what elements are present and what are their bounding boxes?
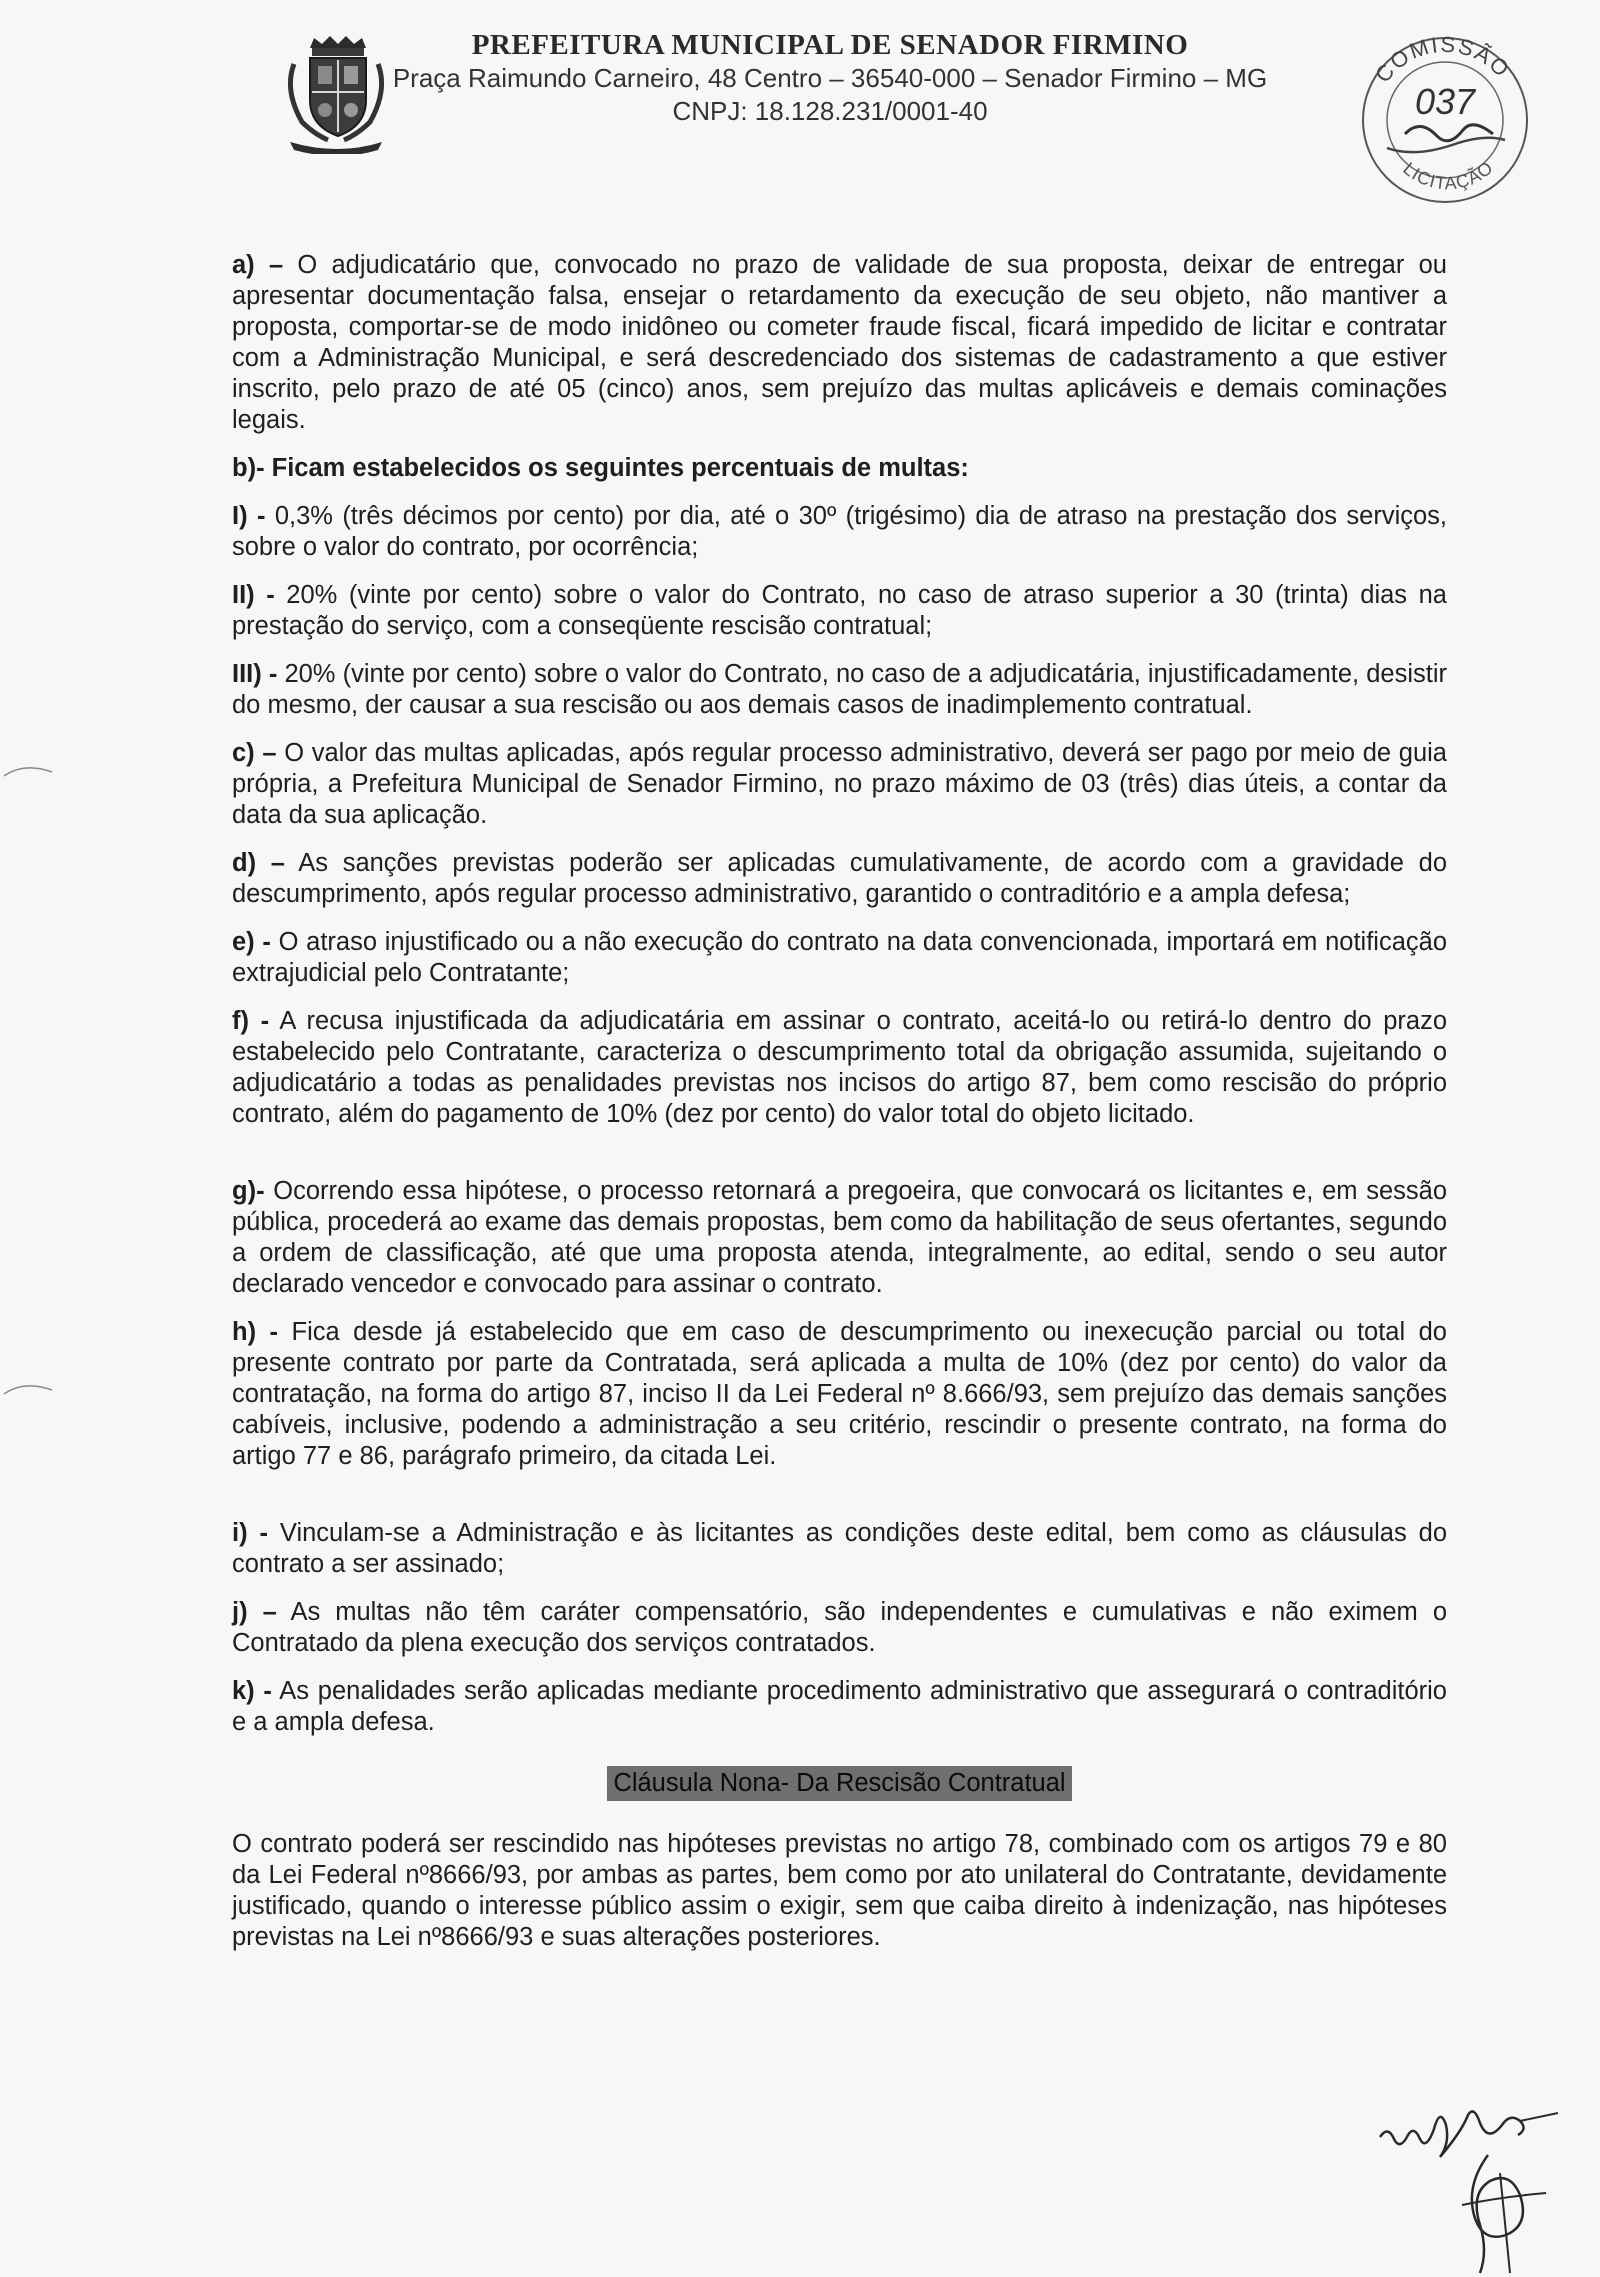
organization-cnpj: CNPJ: 18.128.231/0001-40 (672, 96, 988, 126)
document-body (232, 250, 1447, 1970)
organization-name: PREFEITURA MUNICIPAL DE SENADOR FIRMINO (471, 29, 1189, 61)
margin-mark (0, 760, 60, 780)
clause-a: a) – O adjudicatário que, convocado no prazo de validade de sua proposta, deixar de entregar ou apresentar documentação falsa, ensejar o retardamento da execução de seu objeto, não mantiver a proposta, comportar-se de modo inidôneo ou cometer fraude fiscal, ficará impedido de licitar e contratar com a Administração Municipal, e será descredenciado dos sistemas de cadastramento a que estiver inscrito, pelo prazo de até 05 (cinco) anos, sem prejuízo das multas aplicáveis e demais cominações legais. (232, 251, 1447, 434)
organization-address: Praça Raimundo Carneiro, 48 Centro – 36540-000 – Senador Firmino – MG (392, 63, 1268, 93)
clause-g: g)- Ocorrendo essa hipótese, o processo retornará a pregoeira, que convocará os licitantes e, em sessão pública, procederá ao exame das demais propostas, bem como da habilitação de seus ofertantes, segundo a ordem de classificação, até que uma proposta atenda, integralmente, ao edital, sendo o seu autor declarado vencedor e convocado para assinar o contrato. (232, 1177, 1447, 1298)
svg-text:LICITAÇÃO: LICITAÇÃO (1399, 157, 1498, 194)
clause-b: b)- Ficam estabelecidos os seguintes percentuais de multas: (232, 454, 969, 482)
document-header (290, 28, 1370, 128)
svg-text:037: 037 (1414, 81, 1476, 122)
margin-mark (0, 1378, 60, 1398)
clause-b-item-iii: III) - 20% (vinte por cento) sobre o valor do Contrato, no caso de a adjudicatária, injustificadamente, desistir do mesmo, der causar a sua rescisão ou aos demais casos de inadimplemento contratual. (232, 660, 1447, 719)
rescission-paragraph: O contrato poderá ser rescindido nas hipóteses previstas no artigo 78, combinado com os artigos 79 e 80 da Lei Federal nº8666/93, por ambas as partes, bem como por ato unilateral do Contratante, devidamente justificado, quando o interesse público assim o exigir, sem que caiba direito à indenização, nas hipóteses previstas na Lei nº8666/93 e suas alterações posteriores. (232, 1830, 1447, 1951)
clause-b-item-i: I) - 0,3% (três décimos por cento) por dia, até o 30º (trigésimo) dia de atraso na prestação dos serviços, sobre o valor do contrato, por ocorrência; (232, 502, 1447, 561)
clause-f: f) - A recusa injustificada da adjudicatária em assinar o contrato, aceitá-lo ou retirá-lo dentro do prazo estabelecido pelo Contratante, caracteriza o descumprimento total da obrigação assumida, sujeitando o adjudicatário a todas as penalidades previstas nos incisos do artigo 87, bem como rescisão do próprio contrato, além do pagamento de 10% (dez por cento) do valor total do objeto licitado. (232, 1007, 1448, 1128)
section-heading-wrap (232, 1766, 1447, 1801)
clause-h: h) - Fica desde já estabelecido que em caso de descumprimento ou inexecução parcial ou total do presente contrato por parte da Contratada, será aplicada a multa de 10% (dez por cento) do valor da contratação, na forma do artigo 87, inciso II da Lei Federal nº 8.666/93, sem prejuízo das demais sanções cabíveis, inclusive, podendo a administração a seu critério, rescindir o presente contrato, na forma do artigo 77 e 86, parágrafo primeiro, da citada Lei. (232, 1318, 1447, 1470)
clause-j: j) – As multas não têm caráter compensatório, são independentes e cumulativas e não eximem o Contratado da plena execução dos serviços contratados. (232, 1598, 1448, 1657)
clause-e: e) - O atraso injustificado ou a não execução do contrato na data convencionada, importará em notificação extrajudicial pelo Contratante; (232, 928, 1448, 987)
clause-c: c) – O valor das multas aplicadas, após regular processo administrativo, deverá ser pago por meio de guia própria, a Prefeitura Municipal de Senador Firmino, no prazo máximo de 03 (três) dias úteis, a contar da data da sua aplicação. (232, 739, 1447, 829)
svg-text:COMISSÃO: COMISSÃO (1370, 31, 1516, 88)
clause-d: d) – As sanções previstas poderão ser aplicadas cumulativamente, de acordo com a gravidade do descumprimento, após regular processo administrativo, garantido o contraditório e a ampla defesa; (232, 849, 1447, 908)
section-heading: Cláusula Nona- Da Rescisão Contratual (607, 1766, 1071, 1801)
clause-b-item-ii: II) - 20% (vinte por cento) sobre o valor do Contrato, no caso de atraso superior a 30 (trinta) dias na prestação do serviço, com a conseqüente rescisão contratual; (232, 581, 1447, 640)
handwritten-signature (1370, 2085, 1570, 2275)
clause-k: k) - As penalidades serão aplicadas mediante procedimento administrativo que assegurará o contraditório e a ampla defesa. (232, 1677, 1447, 1736)
clause-i: i) - Vinculam-se a Administração e às licitantes as condições deste edital, bem como as cláusulas do contrato a ser assinado; (232, 1519, 1448, 1578)
commission-stamp (1345, 22, 1545, 212)
